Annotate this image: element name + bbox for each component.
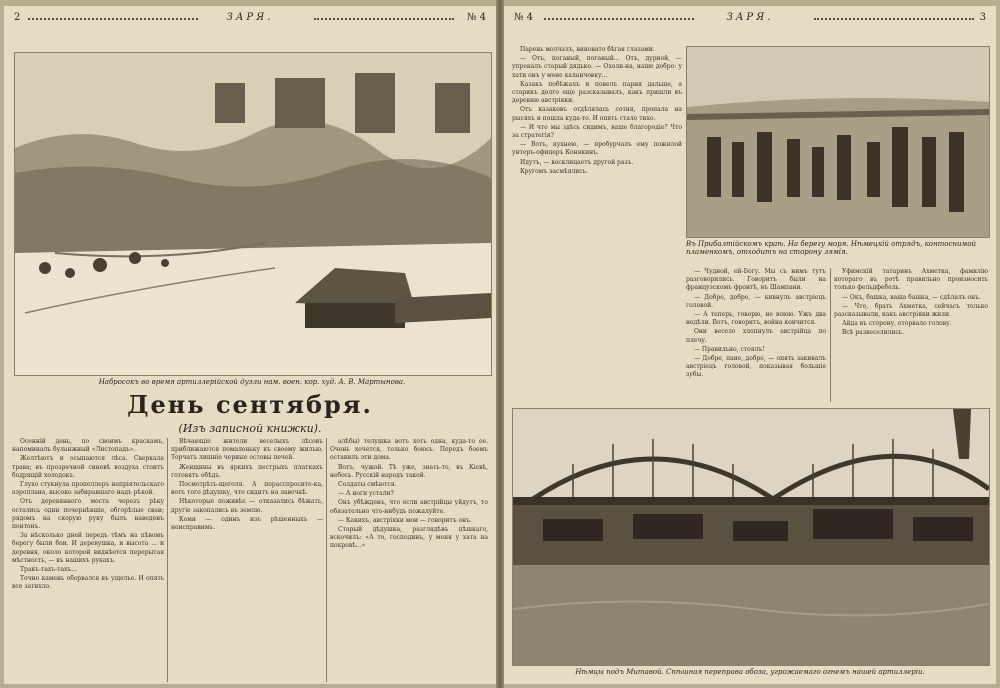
photo1-caption: Въ Прибалтійскомъ краѣ. На берегу моря. Нѣмецкій отрядъ, контоснимой пламенкомъ, отходитъ на сторону лямія. [686,240,977,256]
paragraph: — А ноги устали? [338,490,394,498]
right-page-header [514,12,986,26]
header-dotted-rule [314,18,454,20]
paragraph: — Правильно, стоялъ! [694,345,765,353]
left-issue-number: № 4 [466,12,486,23]
article-subtitle: (Изъ записной книжки). [178,422,322,435]
article-column-a [512,46,682,402]
article-column-2 [171,438,323,682]
article-column-3 [330,438,488,682]
winter-landscape-sketch [15,53,491,375]
left-page [4,6,496,684]
article-title: День сентября. [127,390,373,419]
bridge-crossing-photo [513,409,989,665]
paragraph: — Добре, пане, добре, — опять закивалъ австріецъ головой, показывая большіе зубы. [686,355,826,379]
page-gutter [496,0,504,688]
left-page-header [14,12,486,26]
photo-troops-on-shore [686,46,990,238]
paragraph: — Вотъ, кухнею, — пробурчалъ ему пожилой унтеръ-офицеръ Конякинъ. [512,141,682,157]
magazine-title: ЗАРЯ. [226,12,274,23]
illustration-caption: Набросокъ во время артиллерійской дуэли нам. воен. кор. худ. А. В. Мартынова. [98,378,406,386]
article-column-c [834,268,988,402]
paragraph: — А теперь, говорю, не воюю. Ужъ два недѣли. Вотъ, говоритъ, война кончится. [686,311,826,327]
paragraph: Вѣчающіе жители веселыхъ лѣсовъ приближаются помаленьку къ своему жилью. Торчатъ лишніе черные остовы печей. [171,438,323,462]
paragraph: Вотъ, чужой. Тѣ уже, знать-то, въ Кіевѣ, небось. Русскій народъ такой. [330,463,488,479]
paragraph: — Что, брать Ахметка, сейчасъ только разсказывали, какъ австріяки жили. [834,302,988,319]
header-dotted-rule [814,18,974,20]
paragraph: Коми — одинъ изъ рѣшенныхъ — неисправимъ. [171,515,323,532]
right-page-number: 3 [979,12,986,23]
paragraph: Идутъ, — восклицаетъ другой разъ. [520,158,634,166]
paragraph: — Отъ, поганый, поганый... Отъ, дурной, — упрекалъ старый дядько. — Охоли-на, наше добро: у хати онъ у мене каланчовку... [512,55,682,79]
paragraph: Солдаты смѣются. [338,481,397,489]
paragraph: — Какихъ, австріяки мои — говоритъ онъ. [338,516,472,524]
paragraph: Парень молчалъ, виновато бѣгая глазами. [520,46,655,53]
paragraph: Всѣ развеселились. [842,329,904,337]
paragraph: Казакъ побѣжалъ и повелъ парня дальше, а старикъ долго еще разсказывалъ, какъ пришли въ деревню австріяки. [512,80,682,105]
paragraph: — Чудной, ей-Богу. Мы съ нимъ тутъ разговорились. Говоритъ были на французскомъ фронтѣ, въ Шампани. [686,268,826,292]
paragraph: Женщины въ яркихъ пестрыхъ платкахъ готовятъ обѣдъ. [171,463,323,479]
left-page-number: 2 [14,12,21,23]
photo-bridge-crossing [512,408,990,666]
column-rule [167,438,168,682]
paragraph: Точно камень оборвался въ ущелье. И опять все затихло. [12,575,164,591]
marching-troops-photo [687,47,989,237]
paragraph: Уфимскій татаринъ Ахметка, фамилію котораго въ ротѣ правильно произносить только фельдфебель. [834,268,988,292]
paragraph: — Окъ, башка, ваша башка, — сдѣлалъ онъ. [842,293,981,301]
paragraph: Осенній день, по своимъ краскамъ, напоминалъ буланжный «Листопадъ». [12,438,164,454]
paragraph: Глухо стукнула пропеллеръ непріятельскаго аэроплана, высоко забиравшаго надъ рѣкой. [12,481,164,497]
paragraph: алѣбы) телушка вотъ хоть одна, куда-то ее. Очень хочется, только боюсь. Передъ боемъ оставилъ эти дома. [330,438,488,462]
paragraph: Желтѣютъ и осыпаются лѣса. Сверкала трава; въ прозрачной синевѣ воздуха стоитъ бодрящій холодокъ. [12,455,164,479]
paragraph: Посмотрѣть-щеголя. А порасспросите-ка, вотъ того дѣдушку, что сидитъ на лавочкѣ. [171,481,323,497]
paragraph: Отъ казаковъ отдѣлялась сотня, пропала на рысяхъ и пошла куда-то. И опять стало тихо. [512,106,682,122]
column-rule [830,268,831,402]
paragraph: Они весело хлопнулъ австрійца по плечу. [686,328,826,344]
paragraph: — И что мы здѣсь сидимъ, ваше благородіе? Что за стратегія? [512,123,682,140]
paragraph: Айда въ сторону, оторвало голову. [842,320,952,328]
article-column-1 [12,438,164,682]
paragraph: Кругомъ засмѣялись. [520,167,588,175]
paragraph: За нѣсколько дней передъ тѣмъ на пѣвомъ берегу были бои. И деревушка, и высота ... и деревня, около которой виднѣется перерытая мѣстность, — въ нашихъ рукахъ. [12,532,164,564]
paragraph: Нѣкоторые поживѣе — отказались бѣжать, другіе закопались въ землю. [171,498,323,514]
sketch-illustration [14,52,492,376]
paragraph: Тракъ-тахъ-тахъ... [20,566,77,574]
paragraph: Онъ убѣжденъ, что если австрійцы уйдутъ, то обязательно что-нибудь пожалуйте. [330,499,488,515]
paragraph: — Добре, добре, — кивнулъ австріецъ головой. [686,293,826,309]
right-page [504,6,996,684]
magazine-title: ЗАРЯ. [726,12,774,23]
photo2-caption: Нѣмцы подъ Митавой. Спѣшная переправа обоза, угрожаемаго огнемъ нашей артиллеріи. [575,668,925,676]
article-column-b [686,268,826,402]
column-rule [326,438,327,682]
right-issue-number: № 4 [514,12,534,23]
paragraph: Старый дѣдушка, разглядѣвъ пѣшкаго, вскочилъ: «А то, господинъ, у меня у хата на покровѣ...» [330,526,488,550]
paragraph: Отъ деревянного моста черезъ рѣку остались одни почернѣвшіе, обгорѣлые сваи; рядомъ на скорую руку былъ наведенъ понтонъ. [12,498,164,531]
